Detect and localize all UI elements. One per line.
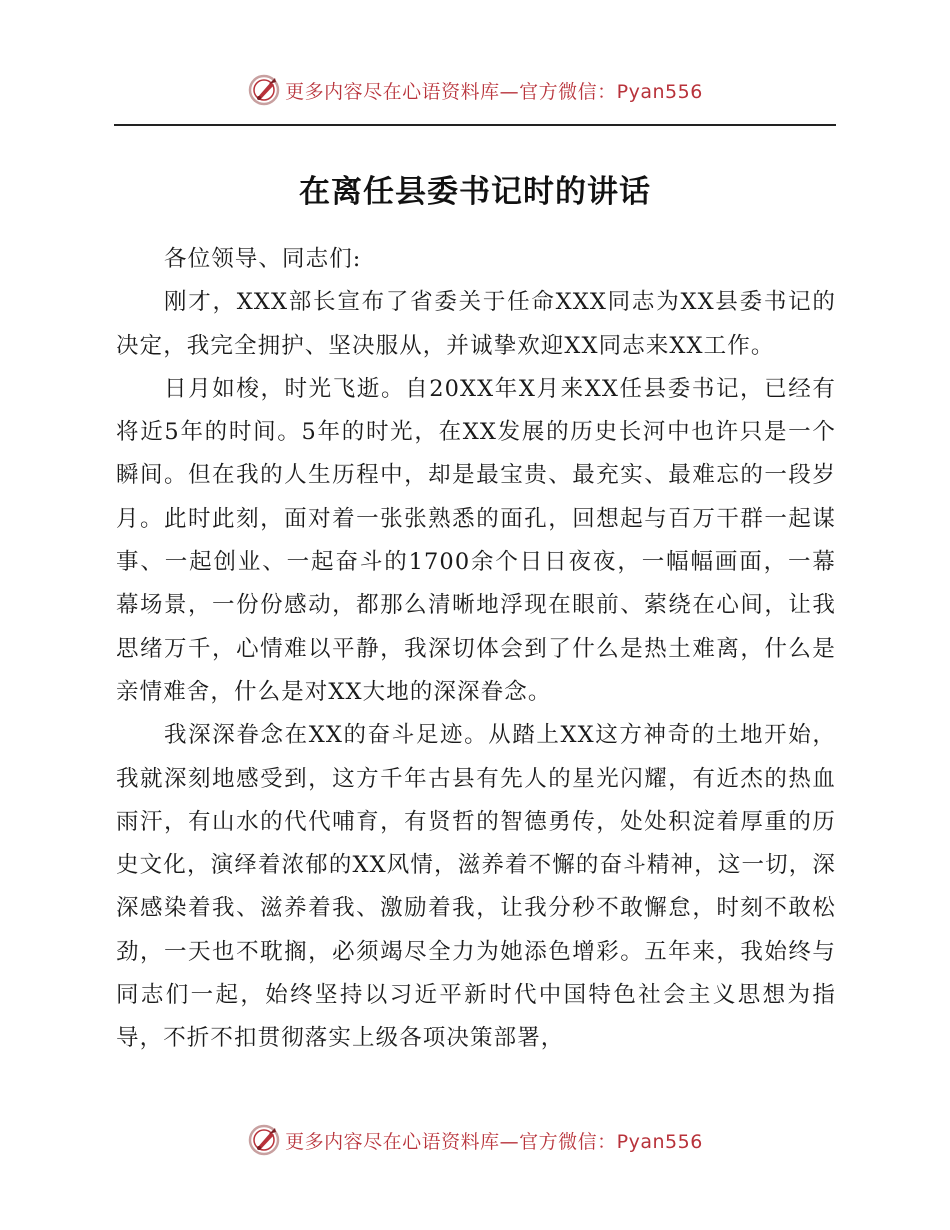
document-title: 在离任县委书记时的讲话 bbox=[299, 174, 651, 210]
paragraph: 刚才，XXX部长宣布了省委关于任命XXX同志为XX县委书记的决定，我完全拥护、坚决服从，并诚挚欢迎XX同志来XX工作。 bbox=[116, 289, 836, 359]
paragraph: 我深深眷念在XX的奋斗足迹。从踏上XX这方神奇的土地开始，我就深刻地感受到，这方千年古县有先人的星光闪耀，有近杰的热血雨汗，有山水的代代哺育，有贤哲的智德勇传，处处积淀着厚重的历史文化，演绎着浓郁的XX风情，滋养着不懈的奋斗精神，这一切，深深感染着我、滋养着我、激励着我，让我分秒不敢懈怠，时刻不敢松劲，一天也不耽搁，必须竭尽全力为她添色增彩。五年来，我始终与同志们一起，始终坚持以习近平新时代中国特色社会主义思想为指导，不折不扣贯彻落实上级各项决策部署， bbox=[116, 722, 836, 1052]
salutation: 各位领导、同志们: bbox=[164, 246, 362, 272]
document-body bbox=[116, 238, 836, 1061]
header-divider bbox=[114, 124, 836, 126]
footer-banner-text: 更多内容尽在心语资料库—官方微信：Pyan556 bbox=[285, 1130, 703, 1153]
quill-logo-icon bbox=[247, 73, 281, 107]
paragraph: 日月如梭，时光飞逝。自20XX年X月来XX任县委书记，已经有将近5年的时间。5年的时光，在XX发展的历史长河中也许只是一个瞬间。但在我的人生历程中，却是最宝贵、最充实、最难忘的一段岁月。此时此刻，面对着一张张熟悉的面孔，回想起与百万干群一起谋事、一起创业、一起奋斗的1700余个日日夜夜，一幅幅画面，一幕幕场景，一份份感动，都那么清晰地浮现在眼前、萦绕在心间，让我思绪万千，心情难以平静，我深切体会到了什么是热土难离，什么是亲情难舍，什么是对XX大地的深深眷念。 bbox=[116, 375, 836, 705]
header-banner bbox=[0, 70, 950, 110]
header-banner-text: 更多内容尽在心语资料库—官方微信：Pyan556 bbox=[285, 80, 703, 103]
quill-logo-icon bbox=[247, 1123, 281, 1157]
footer-banner bbox=[0, 1120, 950, 1160]
